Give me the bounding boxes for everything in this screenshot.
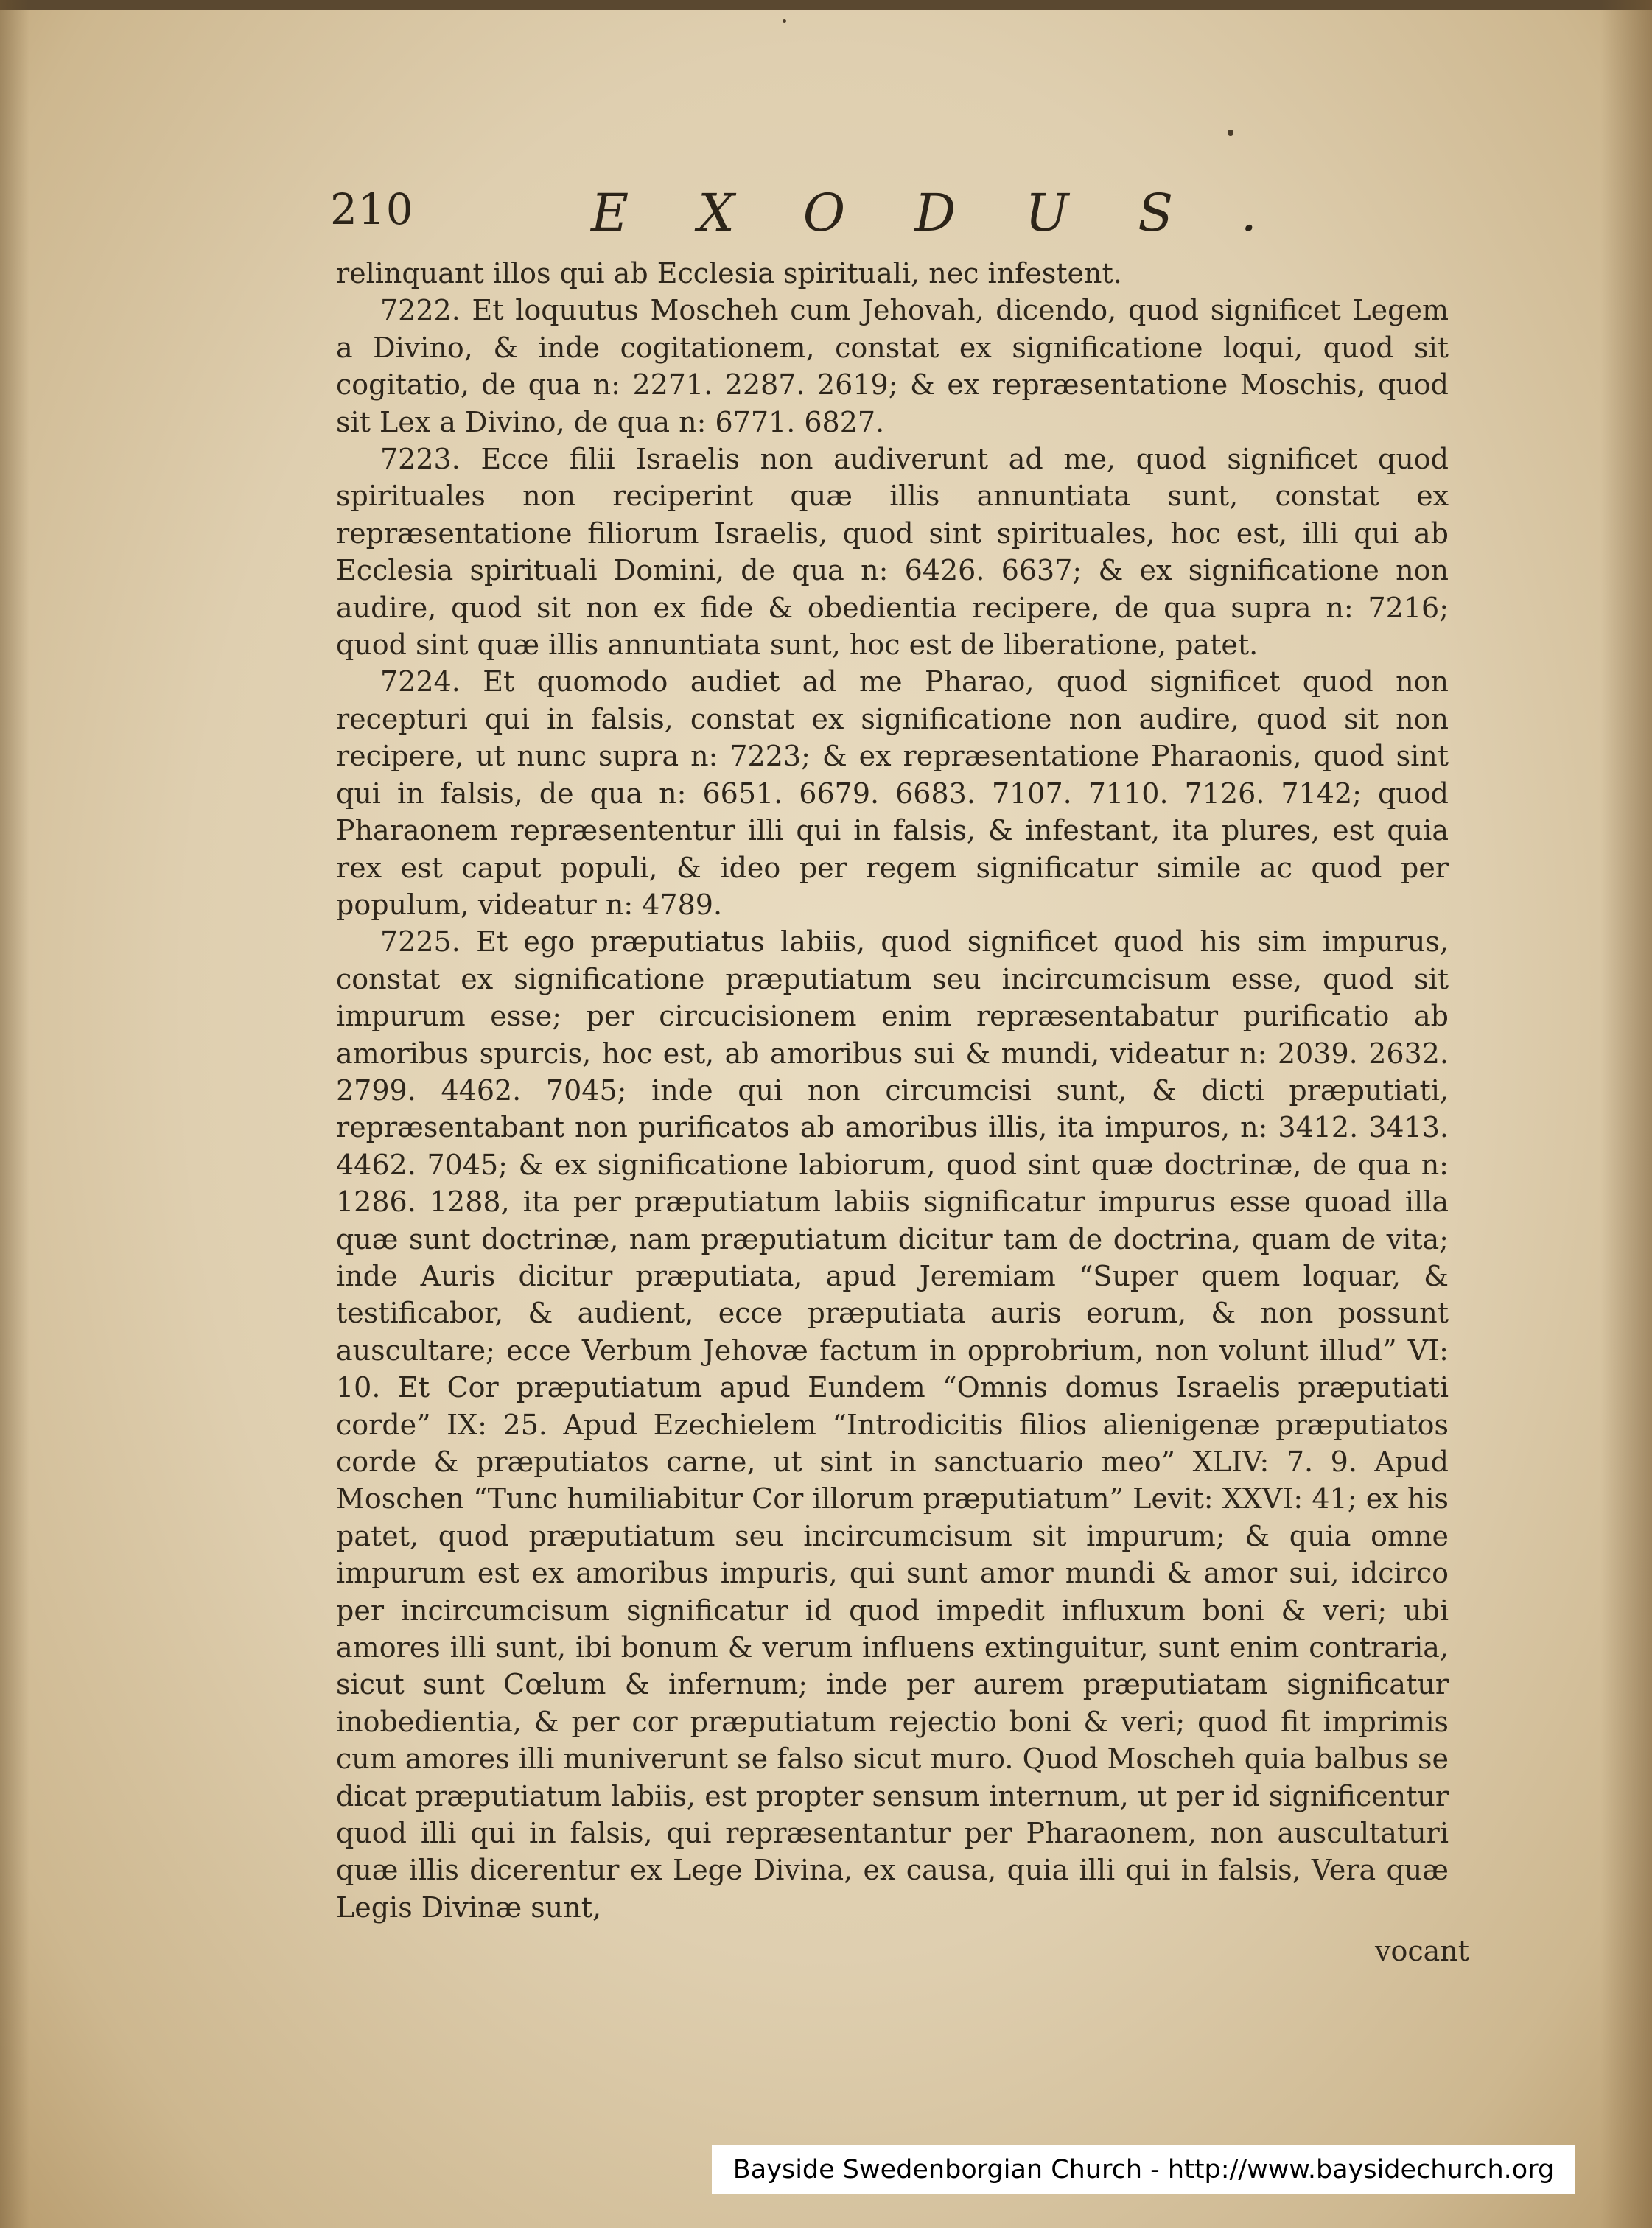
paragraph-7223: 7223. Ecce filii Israelis non audiverunt ad me, quod significet quod spirituales non reciperint quæ illis annuntiata sunt, constat ex repræsentatione filiorum Israelis, quod sint spirituales, hoc est, illi qui ab Ecclesia spirituali Domini, de qua n: 6426. 6637; & ex significatione non audire, quod sit non ex fide & obedientia recipere, de qua supra n: 7216; quod sint quæ illis annuntiata sunt, hoc est de liberatione, patet. [336,443,1449,662]
catchword: vocant [1375,1935,1470,1967]
paragraph-7224: 7224. Et quomodo audiet ad me Pharao, quod significet quod non recepturi qui in falsis, constat ex significatione non audire, quod sit non recipere, ut nunc supra n: 7223; & ex repræsentatione Pharaonis, quod sint qui in falsis, de qua n: 6651. 6679. 6683. 7107. 7110. 7126. 7142; quod Pharaonem repræsententur illi qui in falsis, & infestant, ita plures, est quia rex est caput populi, & ideo per regem significatur simile ac quod per populum, videatur n: 4789. [336,665,1449,921]
page-header [330,183,1435,245]
paragraph-7222: 7222. Et loquutus Moscheh cum Jehovah, dicendo, quod significet Legem a Divino, & inde cogitationem, constat ex significatione loqui, quod sit cogitatio, de qua n: 2271. 2287. 2619; & ex repræsentatione Moschis, quod sit Lex a Divino, de qua n: 6771. 6827. [336,294,1449,438]
page-right-shadow [1600,0,1652,2228]
page-top-edge [0,0,1652,10]
paragraph-continuation: relinquant illos qui ab Ecclesia spirituali, nec infestent. [336,257,1122,290]
running-title: EXODUS. [591,183,1326,243]
body-text [336,255,1449,1926]
source-watermark: Bayside Swedenborgian Church - http://www.baysidechurch.org [712,2145,1575,2194]
page-number: 210 [330,184,414,234]
paper-speck [1228,130,1233,136]
paper-speck [783,19,786,23]
paragraph-7225: 7225. Et ego præputiatus labiis, quod significet quod his sim impurus, constat ex significatione præputiatum seu incircumcisum esse, quod sit impurum esse; per circucisionem enim repræsentabatur purificatio ab amoribus spurcis, hoc est, ab amoribus sui & mundi, videatur n: 2039. 2632. 2799. 4462. 7045; inde qui non circumcisi sunt, & dicti præputiati, repræsentabant non purificatos ab amoribus illis, ita impuros, n: 3412. 3413. 4462. 7045; & ex significatione labiorum, quod sint quæ doctrinæ, de qua n: 1286. 1288, ita per præputiatum labiis significatur impurus esse quoad illa quæ sunt doctrinæ, nam præputiatum dicitur tam de doctrina, quam de vita; inde Auris dicitur præputiata, apud Jeremiam “Super quem loquar, & testificabor, & audient, ecce præputiata auris eorum, & non possunt auscultare; ecce Verbum Jehovæ factum in opprobrium, non volunt illud” VI: 10. Et Cor præputiatum apud Eundem “Omnis domus Israelis præputiati corde” IX: 25. Apud Ezechielem “Introdicitis filios alienigenæ præputiatos corde & præputiatos carne, ut sint in sanctuario meo” XLIV: 7. 9. Apud Moschen “Tunc humiliabitur Cor illorum præputiatum” Levit: XXVI: 41; ex his patet, quod præputiatum seu incircumcisum sit impurum; & quia omne impurum est ex amoribus impuris, qui sunt amor mundi & amor sui, idcirco per incircumcisum significatur id quod impedit influxum boni & veri; ubi amores illi sunt, ibi bonum & verum influens extinguitur, sunt enim contraria, sicut sunt Cœlum & infernum; inde per aurem præputiatam significatur inobedientia, & per cor præputiatum rejectio boni & veri; quod fit imprimis cum amores illi muniverunt se falso sicut muro. Quod Moscheh quia balbus se dicat præputiatum labiis, est propter sensum internum, ut per id significentur quod illi qui in falsis, qui repræsentantur per Pharaonem, non auscultaturi quæ illis dicerentur ex Lege Divina, ex causa, quia illi qui in falsis, Vera quæ Legis Divinæ sunt, [336,925,1449,1924]
page-left-shadow [0,0,29,2228]
